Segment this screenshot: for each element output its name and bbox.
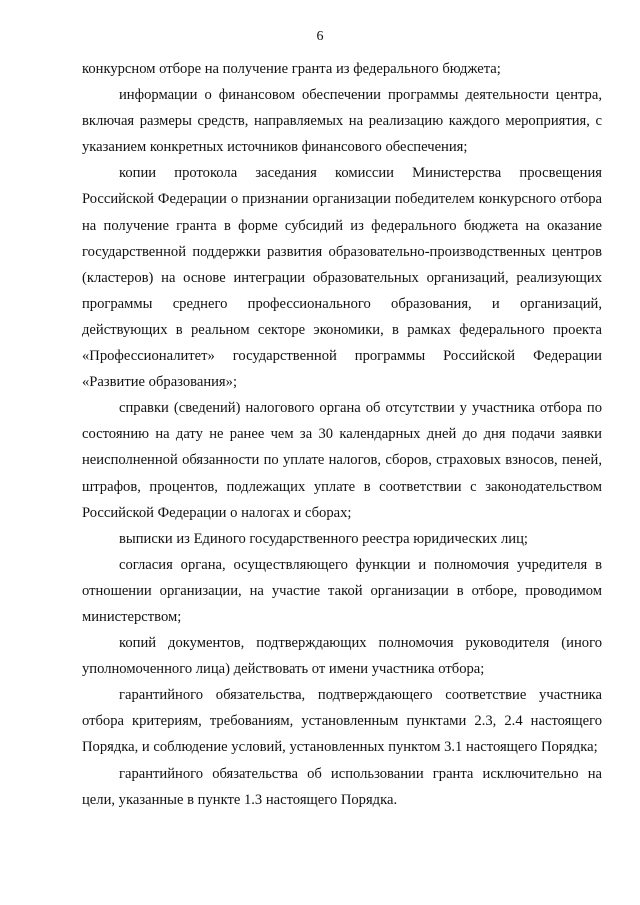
paragraph-commission-protocol: копии протокола заседания комиссии Министерства просвещения Российской Федерации о признании организации победителем конкурсного отбора на получение гранта в форме субсидий из федерального бюджета на оказание государственной поддержки развития образовательно-производственных центров (кластеров) на основе интеграции образовательных организаций, реализующих программы среднего профессионального образования, и организаций, действующих в реальном секторе экономики, в рамках федерального проекта «Профессионалитет» государственной программы Российской Федерации «Развитие образования»; (82, 165, 602, 391)
paragraph-tax-certificate: справки (сведений) налогового органа об отсутствии у участника отбора по состоянию на дату не ранее чем за 30 календарных дней до дня подачи заявки неисполненной обязанности по уплате налогов, сборов, страховых взносов, пеней, штрафов, процентов, подлежащих уплате в соответствии с законодательством Российской Федерации о налогах и сборах; (82, 400, 602, 521)
paragraph-usage-guarantee: гарантийного обязательства об использовании гранта исключительно на цели, указанные в пункте 1.3 настоящего Порядка. (82, 765, 602, 808)
paragraph-financial-info: информации о финансовом обеспечении программы деятельности центра, включая размеры средств, направляемых на реализацию каждого мероприятия, с указанием конкретных источников финансового обеспечения; (82, 87, 602, 156)
paragraph-registry-extract: выписки из Единого государственного реестра юридических лиц; (119, 530, 528, 547)
paragraph-authority-documents: копий документов, подтверждающих полномочия руководителя (иного уполномоченного лица) действовать от имени участника отбора; (82, 635, 602, 678)
paragraph-continuation: конкурсном отборе на получение гранта из федерального бюджета; (82, 61, 501, 77)
paragraph-compliance-guarantee: гарантийного обязательства, подтверждающего соответствие участника отбора критериям, требованиям, установленным пунктами 2.3, 2.4 настоящего Порядка, и соблюдение условий, установленных пунктом 3.1 настоящего Порядка; (82, 687, 602, 756)
document-body (82, 56, 602, 813)
page-number: 6 (316, 29, 324, 44)
paragraph-founder-consent: согласия органа, осуществляющего функции и полномочия учредителя в отношении организации, на участие такой организации в отборе, проводимом министерством; (82, 556, 602, 625)
